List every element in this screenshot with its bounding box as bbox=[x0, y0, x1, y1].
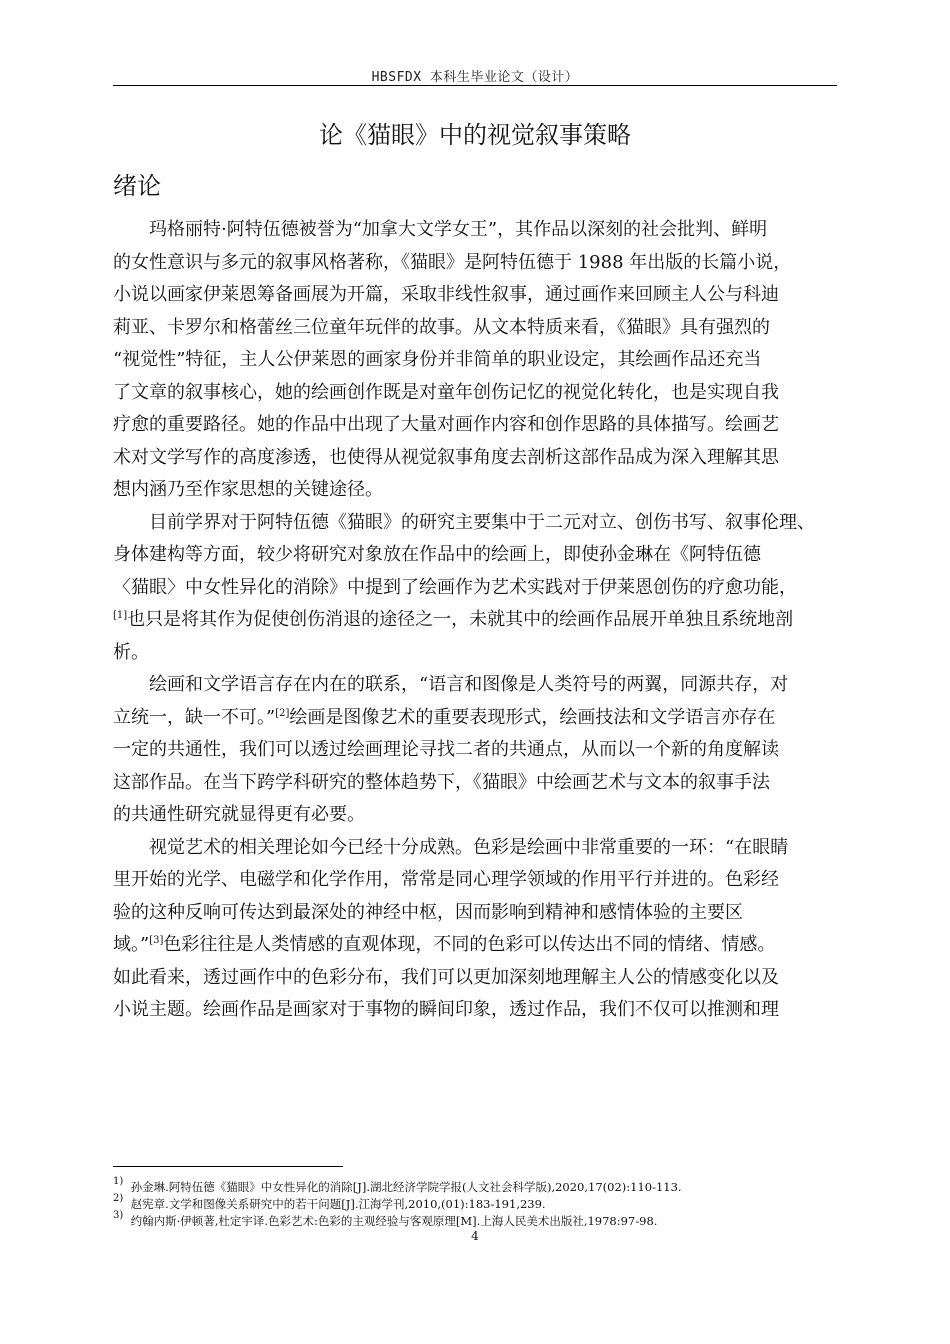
paragraph-4-line: 验的这种反响可传达到最深处的神经中枢，因而影响到精神和感情体验的主要区 bbox=[113, 901, 743, 923]
paragraph-4-line: 视觉艺术的相关理论如今已经十分成熟。色彩是绘画中非常重要的一环：“在眼睛 bbox=[149, 836, 789, 858]
paragraph-1-line: 疗愈的重要路径。她的作品中出现了大量对画作内容和创作思路的具体描写。绘画艺 bbox=[113, 414, 779, 435]
paragraph-1-line: 术对文学写作的高度渗透，也使得从视觉叙事角度去剖析这部作品成为深入理解其思 bbox=[113, 446, 779, 468]
page-header: HBSFDX 本科生毕业论文（设计） bbox=[371, 70, 579, 85]
paragraph-1-line: “视觉性”特征，主人公伊莱恩的画家身份并非简单的职业设定，其绘画作品还充当 bbox=[113, 349, 762, 370]
paragraph-4-line bbox=[113, 929, 839, 962]
paper-title: 论《猫眼》中的视觉叙事策略 bbox=[319, 121, 631, 149]
paragraph-3-text: 绘画是图像艺术的重要表现形式，绘画技法和文学语言亦存在 bbox=[289, 706, 776, 728]
paragraph-2-line: 析。 bbox=[113, 641, 149, 663]
paragraph-4-text: 色彩往往是人类情感的直观体现，不同的色彩可以传达出不同的情绪、情感。 bbox=[163, 934, 776, 955]
paragraph-3-line: 的共通性研究就显得更有必要。 bbox=[113, 804, 365, 825]
paragraph-2-line bbox=[113, 604, 839, 637]
footnote-text: 赵宪章.文学和图像关系研究中的若干问题[J].江海学刊,2010,(01):183-191,239. bbox=[130, 1197, 546, 1211]
section-heading: 绪论 bbox=[113, 172, 161, 200]
paragraph-3-line bbox=[113, 702, 839, 735]
paragraph-1-line: 了文章的叙事核心，她的绘画创作既是对童年创伤记忆的视觉化转化，也是实现自我 bbox=[113, 381, 779, 403]
footnote-rule bbox=[113, 1166, 343, 1167]
footnote-mark: 2) bbox=[113, 1193, 124, 1204]
page-number: 4 bbox=[471, 1229, 479, 1243]
paragraph-4-text: 域。” bbox=[113, 934, 150, 955]
paragraph-1-line: 莉亚、卡罗尔和格蕾丝三位童年玩伴的故事。从文本特质来看，《猫眼》具有强烈的 bbox=[113, 316, 770, 338]
paragraph-2-line: 目前学界对于阿特伍德《猫眼》的研究主要集中于二元对立、创伤书写、叙事伦理、 bbox=[149, 511, 815, 533]
body-text bbox=[113, 214, 839, 1027]
footnotes bbox=[113, 1176, 839, 1230]
paragraph-1-line: 小说以画家伊莱恩筹备画展为开篇，采取非线性叙事，通过画作来回顾主人公与科迪 bbox=[113, 284, 779, 305]
header-rule bbox=[113, 85, 837, 86]
paragraph-2-text: 也只是将其作为促使创伤消退的途径之一，未就其中的绘画作品展开单独且系统地剖 bbox=[127, 609, 794, 630]
footnote bbox=[113, 1176, 839, 1196]
paragraph-2-line: 〈猫眼〉中女性异化的消除》中提到了绘画作为艺术实践对于伊莱恩创伤的疗愈功能， bbox=[113, 576, 797, 598]
paragraph-2-line: 身体建构等方面，较少将研究对象放在作品中的绘画上，即使孙金琳在《阿特伍德 bbox=[113, 544, 761, 565]
footnote-mark: 1) bbox=[113, 1176, 124, 1187]
footnote-text: 孙金琳.阿特伍德《猫眼》中女性异化的消除[J].湖北经济学院学报(人文社会科学版),2020,17(02):110-113. bbox=[130, 1180, 682, 1194]
paragraph-3-line: 这部作品。在当下跨学科研究的整体趋势下，《猫眼》中绘画艺术与文本的叙事手法 bbox=[113, 771, 770, 793]
paragraph-3-line: 绘画和文学语言存在内在的联系，“语言和图像是人类符号的两翼，同源共存，对 bbox=[149, 674, 789, 695]
paragraph-1-line: 玛格丽特·阿特伍德被誉为“加拿大文学女王”，其作品以深刻的社会批判、鲜明 bbox=[149, 219, 768, 240]
paragraph-4-line: 里开始的光学、电磁学和化学作用，常常是同心理学领域的作用平行并进的。色彩经 bbox=[113, 869, 779, 890]
paragraph-1-line: 想内涵乃至作家思想的关键途径。 bbox=[113, 479, 383, 500]
paragraph-3-line: 一定的共通性，我们可以透过绘画理论寻找二者的共通点，从而以一个新的角度解读 bbox=[113, 739, 779, 760]
footnote bbox=[113, 1210, 839, 1230]
citation-mark: [2] bbox=[275, 707, 290, 719]
paragraph-4-line: 小说主题。绘画作品是画家对于事物的瞬间印象，透过作品，我们不仅可以推测和理 bbox=[113, 999, 779, 1020]
paragraph-1-line: 的女性意识与多元的叙事风格著称，《猫眼》是阿特伍德于 1988 年出版的长篇小说， bbox=[113, 251, 792, 273]
paragraph-4-line: 如此看来，透过画作中的色彩分布，我们可以更加深刻地理解主人公的情感变化以及 bbox=[113, 966, 779, 988]
footnote-text: 约翰内斯·伊顿著,杜定宇译.色彩艺术:色彩的主观经验与客观原理[M].上海人民美术出版社,1978:97-98. bbox=[130, 1214, 658, 1228]
citation-mark: [3] bbox=[149, 935, 164, 946]
paragraph-3-text: 立统一，缺一不可。” bbox=[113, 706, 276, 728]
footnote-mark: 3) bbox=[113, 1210, 124, 1221]
citation-mark: [1] bbox=[113, 610, 128, 621]
footnote bbox=[113, 1193, 839, 1213]
